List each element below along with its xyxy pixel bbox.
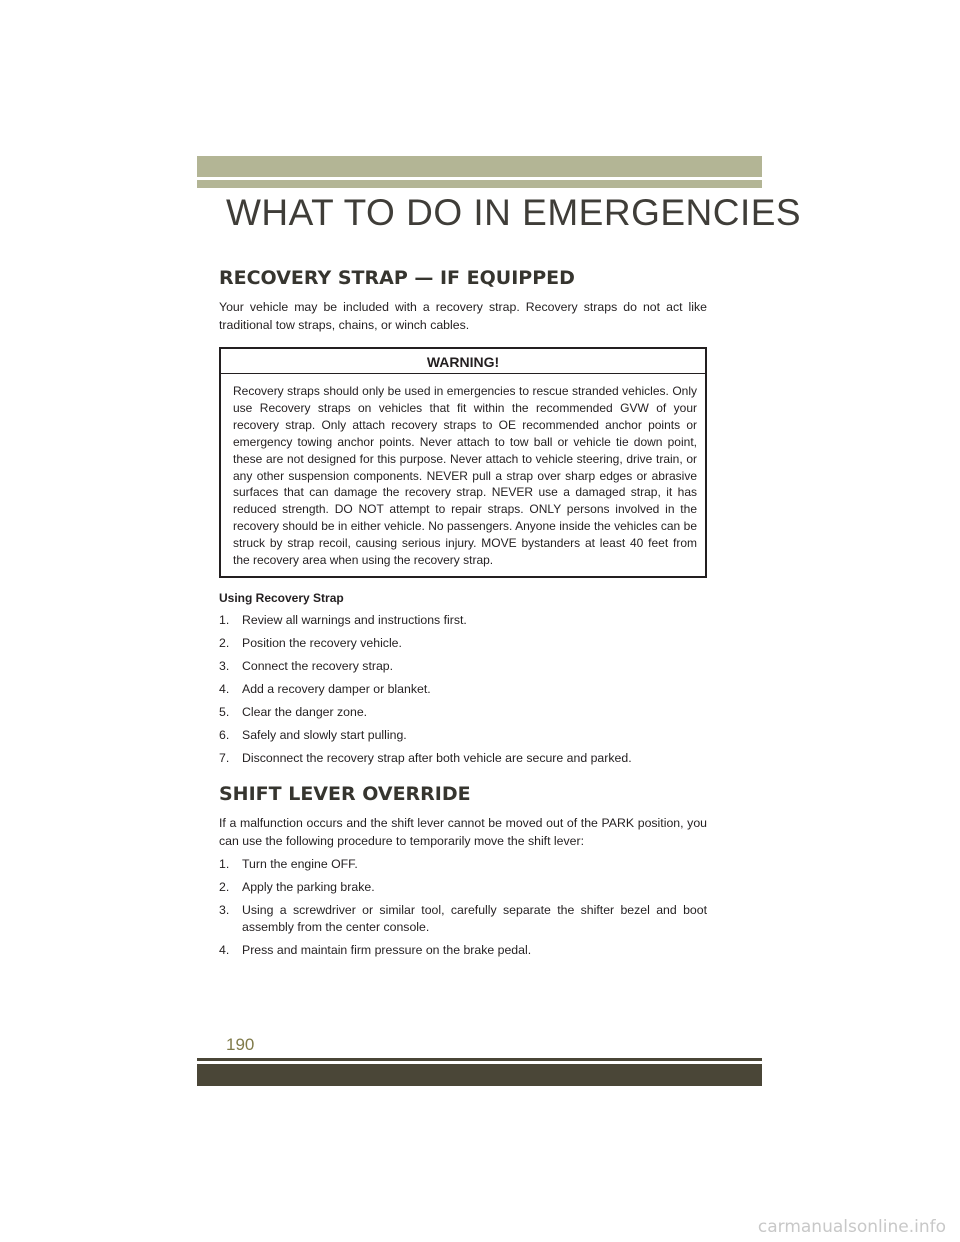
warning-box: [219, 347, 707, 578]
step-text: Clear the danger zone.: [242, 704, 368, 719]
warning-text: Recovery straps should only be used in emergencies to rescue stranded vehicles. Only use Recovery straps on vehicles that fit within the recommended GVW of your recovery strap. Only attach recovery straps to OE recommended anchor points or emergency towing anchor points. Never attach to tow ball or vehicle tie down point, these are not designed for this purpose. Never attach to vehicle steering, drive train, or any other suspension components. NEVER pull a strap over sharp edges or abrasive surfaces that can damage the recovery strap. NEVER use a damaged strap, it has reduced strength. DO NOT attempt to repair straps. ONLY persons involved in the recovery should be in either vehicle. No passengers. Anyone inside the vehicles can be struck by strap recoil, causing serious injury. MOVE bystanders at least 40 feet from the recovery area when using the recovery strap.: [233, 384, 697, 568]
list-item: [219, 727, 707, 744]
step-number: 6.: [219, 727, 230, 742]
step-text: Using a screwdriver or similar tool, carefully separate the shifter bezel and boot assembly from the center console.: [242, 902, 707, 934]
page-number: 190: [226, 1035, 255, 1054]
warning-title: WARNING!: [221, 349, 705, 374]
header-band: [197, 156, 762, 177]
recovery-intro: Your vehicle may be included with a recovery strap. Recovery straps do not act like traditional tow straps, chains, or winch cables.: [219, 300, 707, 332]
page-content: [219, 264, 707, 965]
step-number: 3.: [219, 658, 230, 673]
step-text: Apply the parking brake.: [242, 879, 375, 894]
list-item: [219, 902, 707, 936]
list-item: [219, 704, 707, 721]
step-number: 1.: [219, 856, 230, 871]
footer-band: [197, 1064, 762, 1086]
step-text: Review all warnings and instructions first.: [242, 612, 467, 627]
list-item: [219, 879, 707, 896]
list-item: [219, 750, 707, 767]
step-number: 7.: [219, 750, 230, 765]
step-number: 2.: [219, 635, 230, 650]
step-text: Connect the recovery strap.: [242, 658, 394, 673]
step-text: Safely and slowly start pulling.: [242, 727, 407, 742]
step-number: 5.: [219, 704, 230, 719]
step-number: 3.: [219, 902, 230, 917]
step-number: 2.: [219, 879, 230, 894]
list-item: [219, 856, 707, 873]
list-item: [219, 658, 707, 675]
step-text: Add a recovery damper or blanket.: [242, 681, 431, 696]
header-rule: [197, 180, 762, 188]
recovery-heading: RECOVERY STRAP — IF EQUIPPED: [219, 267, 575, 289]
list-item: [219, 612, 707, 629]
step-text: Disconnect the recovery strap after both vehicle are secure and parked.: [242, 750, 632, 765]
watermark: carmanualsonline.info: [757, 1217, 946, 1237]
step-number: 4.: [219, 942, 230, 957]
footer-rule: [197, 1058, 762, 1061]
step-text: Press and maintain firm pressure on the brake pedal.: [242, 942, 532, 957]
step-number: 4.: [219, 681, 230, 696]
shift-steps-list: [219, 856, 707, 959]
step-text: Turn the engine OFF.: [242, 856, 358, 871]
shift-intro: If a malfunction occurs and the shift lever cannot be moved out of the PARK position, you can use the following procedure to temporarily move the shift lever:: [219, 815, 707, 848]
list-item: [219, 681, 707, 698]
list-item: [219, 635, 707, 652]
section-title: WHAT TO DO IN EMERGENCIES: [226, 192, 802, 233]
steps-heading: Using Recovery Strap: [219, 590, 344, 605]
step-text: Position the recovery vehicle.: [242, 635, 402, 650]
list-item: [219, 942, 707, 959]
recovery-steps-list: [219, 612, 707, 767]
shift-heading: SHIFT LEVER OVERRIDE: [219, 782, 471, 805]
step-number: 1.: [219, 612, 230, 627]
